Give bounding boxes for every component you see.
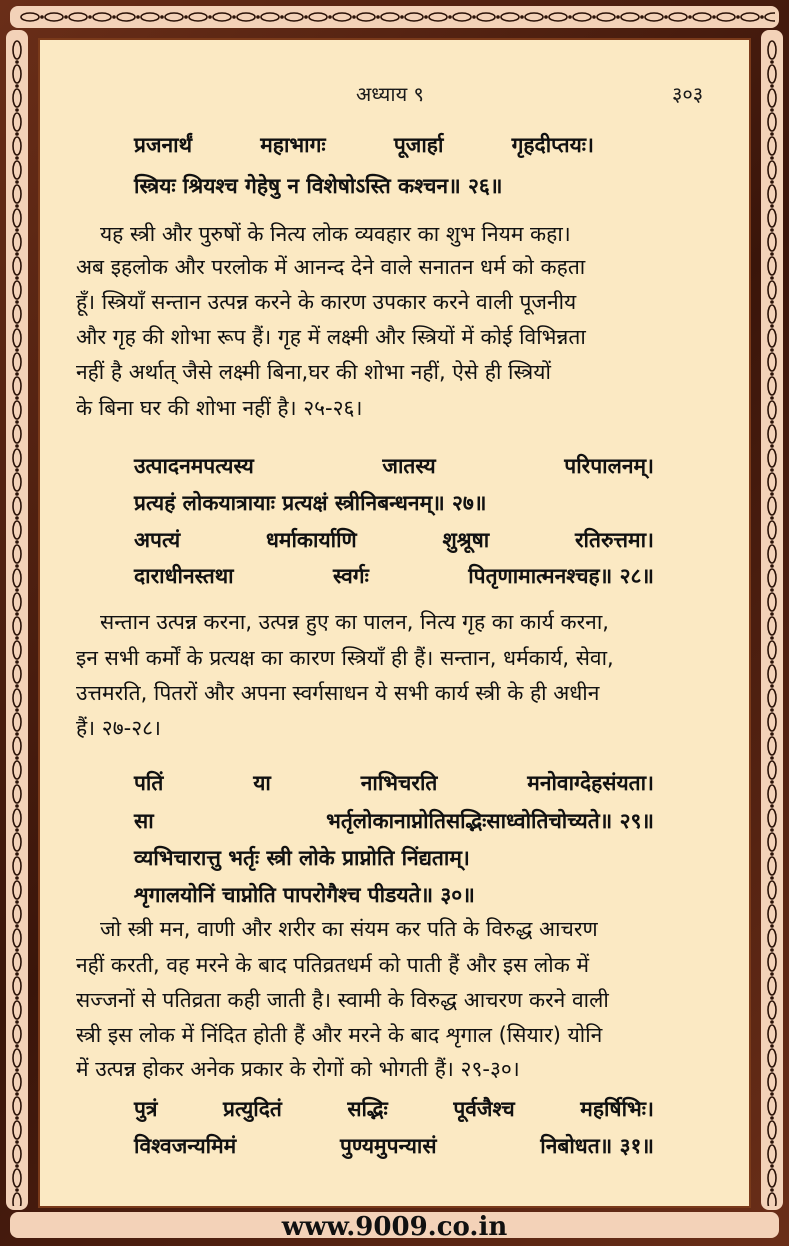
verse-line: प्रत्यहं लोकयात्रायाः प्रत्यक्षं स्त्रीनिबन्धनम्॥ २७॥ [134, 491, 487, 515]
verse-line: व्यभिचारात्तु भर्तृः स्त्री लोके प्राप्नोति निंद्यताम्। [134, 846, 470, 870]
verse-word: विश्वजन्यमिमं [134, 1134, 237, 1158]
verse-word: अपत्यं [134, 528, 181, 552]
commentary-line: उत्तमरति, पितरों और अपना स्वर्गसाधन ये सभी कार्य स्त्री के ही अधीन [76, 681, 600, 705]
verse-word: पतिं [134, 771, 164, 795]
verse-word: उत्पादनमपत्यस्य [134, 454, 254, 478]
verse-word: सद्भिः [347, 1097, 388, 1121]
verse-word: गृहदीप्तयः। [511, 133, 594, 157]
commentary-line: सन्तान उत्पन्न करना, उत्पन्न हुए का पालन, नित्य गृह का कार्य करना, [100, 610, 609, 634]
verse-word: शुश्रूषा [442, 528, 490, 552]
verse-word: पूजार्हा [393, 133, 444, 157]
commentary-line: के बिना घर की शोभा नहीं है। २५-२६। [76, 396, 363, 420]
verse-word: धर्माकार्याणि [266, 528, 357, 552]
verse-word: नाभिचरति [360, 771, 438, 795]
verse-line: स्त्रियः श्रियश्च गेहेषु न विशेषोऽस्ति कश्चन॥ २६॥ [134, 174, 503, 198]
chapter-heading: अध्याय ९ [356, 82, 424, 106]
verse-word: पुत्रं [134, 1097, 158, 1121]
website-url: www.9009.co.in [281, 1212, 508, 1242]
page-number: ३०३ [672, 82, 704, 106]
verse-word: भर्तृलोकानाप्नोतिसद्भिःसाध्वोतिचोच्यते॥ २९॥ [326, 809, 654, 833]
verse-line [134, 562, 654, 590]
verse-word: पूर्वजैश्च [453, 1097, 515, 1121]
verse-word: प्रत्युदितं [223, 1097, 282, 1121]
commentary-line: नहीं करती, वह मरने के बाद पतिव्रतधर्म को पाती हैं और इस लोक में [76, 953, 590, 977]
verse-word: या [253, 771, 271, 795]
verse-line [134, 1132, 654, 1160]
commentary-line: स्त्री इस लोक में निंदित होती हैं और मरने के बाद शृगाल (सियार) योनि [76, 1023, 603, 1047]
verse-line [134, 769, 654, 797]
chain-ornament-top [14, 8, 775, 26]
verse-line: शृगालयोनिं चाप्नोति पापरोगैश्च पीडयते॥ ३०॥ [134, 883, 475, 907]
commentary-line: सज्जनों से पतिव्रता कही जाती है। स्वामी के विरुद्ध आचरण करने वाली [76, 988, 609, 1012]
commentary-line: हूँ। स्त्रियाँ सन्तान उत्पन्न करने के कारण उपकार करने वाली पूजनीय [76, 290, 577, 314]
commentary-line: यह स्त्री और पुरुषों के नित्य लोक व्यवहार का शुभ नियम कहा। [100, 222, 571, 246]
verse-word: सा [134, 809, 154, 833]
commentary-line: और गृह की शोभा रूप हैं। गृह में लक्ष्मी और स्त्रियों में कोई विभिन्नता [76, 325, 586, 349]
commentary-line: नहीं है अर्थात् जैसे लक्ष्मी बिना,घर की शोभा नहीं, ऐसे ही स्त्रियों [76, 360, 551, 384]
chain-ornament-left [8, 36, 26, 1206]
verse-line [134, 131, 594, 159]
verse-word: पुण्यमुपन्यासं [339, 1134, 437, 1158]
verse-word: दाराधीनस्तथा [134, 564, 234, 588]
verse-word: मनोवाग्देहसंयता। [527, 771, 654, 795]
verse-line [134, 452, 654, 480]
verse-word: परिपालनम्। [564, 454, 654, 478]
verse-word: प्रजनार्थं [134, 133, 193, 157]
verse-word: महाभागः [260, 133, 326, 157]
chain-ornament-right [763, 36, 781, 1206]
commentary-line: इन सभी कर्मों के प्रत्यक्ष का कारण स्त्रियाँ ही हैं। सन्तान, धर्मकार्य, सेवा, [76, 646, 614, 670]
verse-word: जातस्य [382, 454, 436, 478]
verse-line [134, 807, 654, 835]
commentary-line: जो स्त्री मन, वाणी और शरीर का संयम कर पति के विरुद्ध आचरण [100, 917, 598, 941]
verse-line [134, 526, 654, 554]
commentary-line: अब इहलोक और परलोक में आनन्द देने वाले सनातन धर्म को कहता [76, 255, 586, 279]
verse-word: स्वर्गः [332, 564, 369, 588]
commentary-line: हैं। २७-२८। [76, 716, 162, 740]
verse-word: रतिरुत्तमा। [574, 528, 654, 552]
verse-line [134, 1095, 654, 1123]
verse-word: महर्षिभिः। [580, 1097, 654, 1121]
commentary-line: में उत्पन्न होकर अनेक प्रकार के रोगों को भोगती हैं। २९-३०। [76, 1057, 520, 1081]
verse-word: निबोधत॥ ३१॥ [540, 1134, 654, 1158]
verse-word: पितृणामात्मनश्चह॥ २८॥ [468, 564, 654, 588]
